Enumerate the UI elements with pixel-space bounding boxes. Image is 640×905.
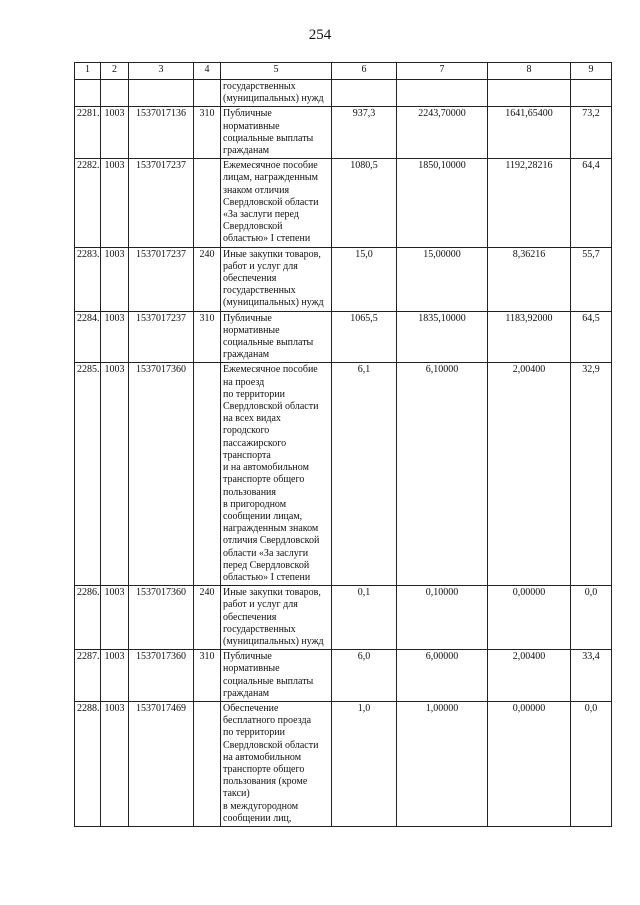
value-col-8: 2,00400: [488, 363, 571, 586]
percent-col-9: 32,9: [571, 363, 612, 586]
percent-col-9: 55,7: [571, 247, 612, 311]
table-row: [75, 107, 612, 159]
table-row: [75, 586, 612, 650]
row-number: [75, 80, 101, 107]
value-col-8: 1641,65400: [488, 107, 571, 159]
section-code: 1003: [101, 247, 129, 311]
percent-col-9: 73,2: [571, 107, 612, 159]
value-col-8: 0,00000: [488, 701, 571, 826]
expense-type-code: 310: [194, 107, 221, 159]
item-name: Ежемесячное пособие лицам, награжденным знаком отличия Свердловской области «За заслуги перед Свердловской областью» I степени: [221, 159, 332, 247]
table-row: [75, 159, 612, 247]
page-number: 254: [308, 27, 332, 43]
column-header: 9: [571, 63, 612, 80]
value-col-8: 1192,28216: [488, 159, 571, 247]
table-row: [75, 363, 612, 586]
value-col-8: 8,36216: [488, 247, 571, 311]
section-code: 1003: [101, 586, 129, 650]
row-number: 2286.: [75, 586, 101, 650]
row-number: 2285.: [75, 363, 101, 586]
column-header: 2: [101, 63, 129, 80]
table-row: [75, 311, 612, 363]
column-header: 3: [129, 63, 194, 80]
expense-type-code: [194, 701, 221, 826]
value-col-7: 1835,10000: [397, 311, 488, 363]
section-code: 1003: [101, 107, 129, 159]
value-col-7: 15,00000: [397, 247, 488, 311]
item-name: Иные закупки товаров, работ и услуг для обеспечения государственных (муниципальных) нужд: [221, 247, 332, 311]
value-col-6: 0,1: [332, 586, 397, 650]
item-name: Обеспечение бесплатного проезда по территории Свердловской области на автомобильном транспорте общего пользования (кроме такси) в междугородном сообщении лиц,: [221, 701, 332, 826]
value-col-7: 0,10000: [397, 586, 488, 650]
value-col-8: 1183,92000: [488, 311, 571, 363]
value-col-7: 1850,10000: [397, 159, 488, 247]
value-col-6: 937,3: [332, 107, 397, 159]
table-row: [75, 80, 612, 107]
header-row: [75, 63, 612, 80]
row-number: 2287.: [75, 650, 101, 702]
section-code: [101, 80, 129, 107]
value-col-6: 6,1: [332, 363, 397, 586]
item-name: Публичные нормативные социальные выплаты гражданам: [221, 650, 332, 702]
target-article-code: [129, 80, 194, 107]
percent-col-9: 64,5: [571, 311, 612, 363]
percent-col-9: 0,0: [571, 586, 612, 650]
row-number: 2281.: [75, 107, 101, 159]
expense-type-code: 310: [194, 650, 221, 702]
column-header: 8: [488, 63, 571, 80]
expense-type-code: [194, 80, 221, 107]
value-col-7: 6,10000: [397, 363, 488, 586]
expense-type-code: 310: [194, 311, 221, 363]
value-col-6: 1080,5: [332, 159, 397, 247]
target-article-code: 1537017237: [129, 159, 194, 247]
column-header: 5: [221, 63, 332, 80]
row-number: 2284.: [75, 311, 101, 363]
table-row: [75, 650, 612, 702]
value-col-6: 1065,5: [332, 311, 397, 363]
row-number: 2283.: [75, 247, 101, 311]
target-article-code: 1537017237: [129, 247, 194, 311]
column-header: 1: [75, 63, 101, 80]
target-article-code: 1537017360: [129, 586, 194, 650]
row-number: 2282.: [75, 159, 101, 247]
item-name: государственных (муниципальных) нужд: [221, 80, 332, 107]
row-number: 2288.: [75, 701, 101, 826]
value-col-7: 1,00000: [397, 701, 488, 826]
target-article-code: 1537017360: [129, 650, 194, 702]
item-name: Публичные нормативные социальные выплаты гражданам: [221, 311, 332, 363]
value-col-7: 6,00000: [397, 650, 488, 702]
expense-type-code: 240: [194, 247, 221, 311]
value-col-8: [488, 80, 571, 107]
target-article-code: 1537017360: [129, 363, 194, 586]
value-col-6: 15,0: [332, 247, 397, 311]
percent-col-9: [571, 80, 612, 107]
section-code: 1003: [101, 701, 129, 826]
value-col-6: 1,0: [332, 701, 397, 826]
column-header: 7: [397, 63, 488, 80]
section-code: 1003: [101, 650, 129, 702]
value-col-7: [397, 80, 488, 107]
section-code: 1003: [101, 363, 129, 586]
value-col-8: 2,00400: [488, 650, 571, 702]
value-col-8: 0,00000: [488, 586, 571, 650]
target-article-code: 1537017469: [129, 701, 194, 826]
column-header: 6: [332, 63, 397, 80]
section-code: 1003: [101, 311, 129, 363]
percent-col-9: 33,4: [571, 650, 612, 702]
target-article-code: 1537017237: [129, 311, 194, 363]
item-name: Ежемесячное пособие на проезд по территории Свердловской области на всех видах городского пассажирского транспорта и на автомобильном транспорте общего пользования в пригородном сообщении лицам, награжденным знаком отличия Свердловской области «За заслуги перед Свердловской областью» I степени: [221, 363, 332, 586]
value-col-7: 2243,70000: [397, 107, 488, 159]
expense-type-code: [194, 363, 221, 586]
item-name: Иные закупки товаров, работ и услуг для обеспечения государственных (муниципальных) нужд: [221, 586, 332, 650]
section-code: 1003: [101, 159, 129, 247]
target-article-code: 1537017136: [129, 107, 194, 159]
value-col-6: [332, 80, 397, 107]
table-row: [75, 701, 612, 826]
value-col-6: 6,0: [332, 650, 397, 702]
expense-type-code: [194, 159, 221, 247]
expense-type-code: 240: [194, 586, 221, 650]
column-header: 4: [194, 63, 221, 80]
budget-table: [74, 62, 612, 827]
item-name: Публичные нормативные социальные выплаты гражданам: [221, 107, 332, 159]
percent-col-9: 0,0: [571, 701, 612, 826]
percent-col-9: 64,4: [571, 159, 612, 247]
table-row: [75, 247, 612, 311]
